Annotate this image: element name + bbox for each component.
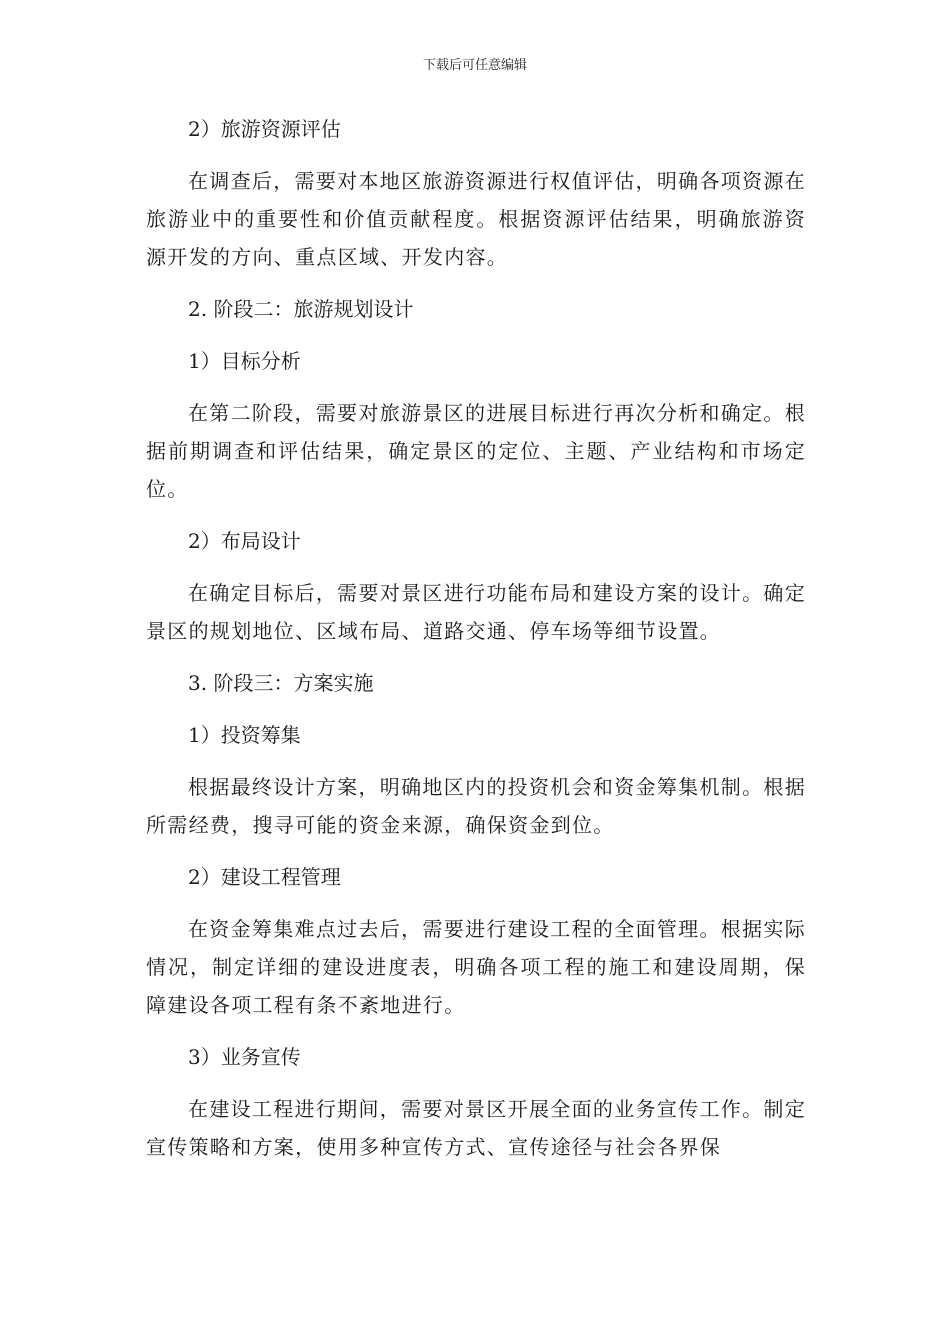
section-heading: 2. 阶段二：旅游规划设计: [188, 297, 414, 321]
section-heading: 1）投资筹集: [188, 723, 301, 747]
paragraph: 根据最终设计方案，明确地区内的投资机会和资金筹集机制。根据所需经费，搜寻可能的资金来源，确保资金到位。: [146, 775, 806, 837]
section-heading: 1）目标分析: [188, 349, 301, 373]
section-heading: 3. 阶段三：方案实施: [188, 671, 374, 695]
section-heading: 2）建设工程管理: [188, 865, 341, 889]
paragraph: 在确定目标后，需要对景区进行功能布局和建设方案的设计。确定景区的规划地位、区域布局、道路交通、停车场等细节设置。: [146, 581, 806, 643]
section-heading: 3）业务宣传: [188, 1045, 301, 1069]
section-heading: 2）旅游资源评估: [188, 117, 341, 141]
paragraph: 在建设工程进行期间，需要对景区开展全面的业务宣传工作。制定宣传策略和方案，使用多种宣传方式、宣传途径与社会各界保: [146, 1097, 806, 1159]
paragraph: 在资金筹集难点过去后，需要进行建设工程的全面管理。根据实际情况，制定详细的建设进度表，明确各项工程的施工和建设周期，保障建设各项工程有条不紊地进行。: [146, 917, 806, 1017]
section-heading: 2）布局设计: [188, 529, 301, 553]
paragraph: 在第二阶段，需要对旅游景区的进展目标进行再次分析和确定。根据前期调查和评估结果，确定景区的定位、主题、产业结构和市场定位。: [146, 401, 806, 501]
document-body: [146, 110, 806, 1180]
paragraph: 在调查后，需要对本地区旅游资源进行权值评估，明确各项资源在旅游业中的重要性和价值贡献程度。根据资源评估结果，明确旅游资源开发的方向、重点区域、开发内容。: [146, 169, 806, 269]
page-header: 下载后可任意编辑: [422, 58, 527, 73]
